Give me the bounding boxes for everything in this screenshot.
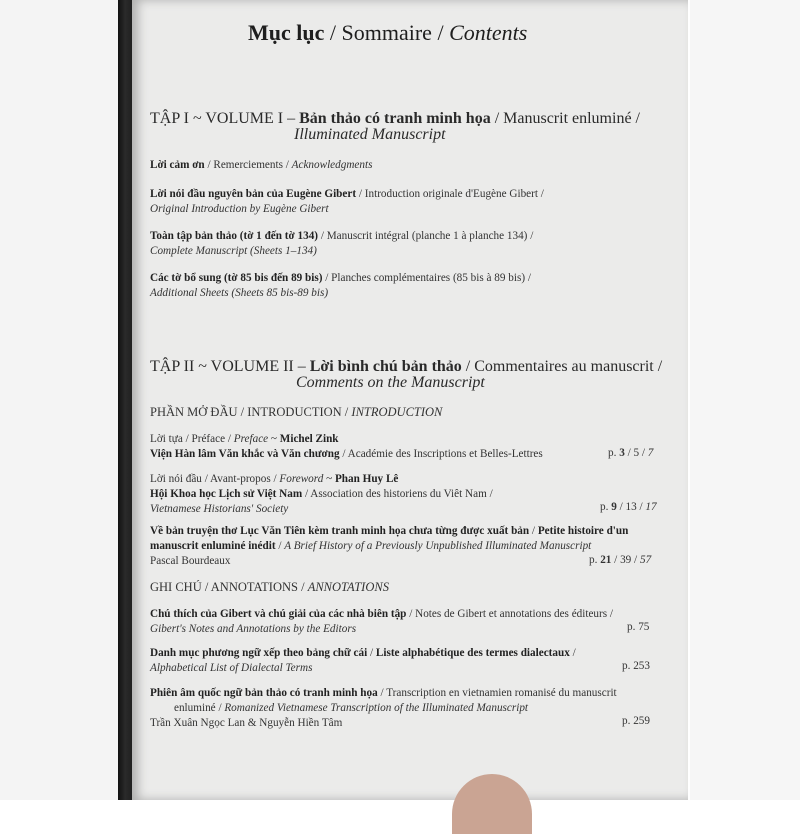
page-prefix: p.	[589, 554, 601, 566]
page-number-notes: p. 75	[627, 621, 650, 633]
entry-title-vn: Lời nói đầu	[150, 473, 202, 485]
page-en: 17	[645, 501, 657, 513]
entry-org-vn: Viện Hàn lâm Văn khắc và Văn chương	[150, 448, 340, 460]
entry-title-fr: Petite histoire d'un	[537, 525, 629, 537]
entry-separator: /	[529, 525, 538, 537]
entry-separator: ~	[323, 473, 335, 485]
toc-entry-transcription[interactable]	[150, 686, 617, 731]
entry-title-vn: Phiên âm quốc ngữ bản thảo có tranh minh họa	[150, 687, 378, 699]
entry-author: Michel Zink	[279, 433, 339, 445]
section-title-fr: / INTRODUCTION /	[237, 405, 352, 419]
background-left	[0, 0, 118, 800]
entry-title-en: Alphabetical List of Dialectal Terms	[150, 662, 313, 674]
entry-title-fr-cont: enluminé	[174, 702, 216, 714]
title-en: Contents	[449, 20, 528, 45]
entry-title-en: Complete Manuscript (Sheets 1–134)	[150, 245, 317, 257]
page-prefix: p.	[608, 447, 620, 459]
entry-title-vn: Lời nói đầu nguyên bản của Eugène Gibert	[150, 188, 357, 200]
toc-entry-acknowledgments[interactable]	[150, 158, 372, 173]
volume2-heading-line2	[296, 374, 485, 392]
entry-author: Pascal Bourdeaux	[150, 555, 231, 567]
page-vn: 21	[600, 554, 612, 566]
toc-entry-dialect[interactable]	[150, 646, 576, 676]
toc-entry-history[interactable]	[150, 524, 628, 569]
volume1-title-fr: / Manuscrit enluminé /	[490, 110, 640, 127]
entry-title-fr: / Planches complémentaires (85 bis à 89 bis) /	[322, 272, 531, 284]
entry-title-en: Foreword	[279, 473, 324, 485]
entry-author: Phan Huy Lê	[334, 473, 399, 485]
volume1-title-en: Illuminated Manuscript	[294, 126, 446, 143]
entry-title-fr-cont: manuscrit enluminé inédit	[150, 540, 276, 552]
section-title-vn: PHẦN MỞ ĐẦU	[150, 405, 238, 419]
page-title	[248, 20, 527, 46]
volume2-title-en: Comments on the Manuscript	[296, 374, 485, 391]
entry-org-fr: / Académie des Inscriptions et Belles-Lettres	[339, 448, 543, 460]
toc-entry-foreword[interactable]	[150, 472, 493, 517]
background-right	[690, 0, 800, 800]
section-title-vn: GHI CHÚ	[150, 580, 202, 594]
toc-entry-preface[interactable]	[150, 432, 543, 462]
volume1-heading-line2	[294, 126, 446, 144]
entry-title-vn: Lời cảm ơn	[150, 159, 205, 171]
entry-title-en: Gibert's Notes and Annotations by the Editors	[150, 623, 357, 635]
entry-title-fr: / Préface /	[182, 433, 234, 445]
entry-title-vn: Các tờ bổ sung (tờ 85 bis đến 89 bis)	[150, 272, 323, 284]
entry-separator: /	[569, 647, 576, 659]
entry-title-vn: Chú thích của Gibert và chú giải của các nhà biên tập	[150, 608, 407, 620]
entry-title-en: Original Introduction by Eugène Gibert	[150, 203, 329, 215]
section-title-en: INTRODUCTION	[351, 405, 443, 419]
entry-title-fr: / Manuscrit intégral (planche 1 à planche 134) /	[318, 230, 534, 242]
entry-title-fr: / Transcription en vietnamien romanisé du manuscrit	[377, 687, 617, 699]
page-prefix: p.	[600, 501, 612, 513]
volume1-title-vn: Bản thảo có tranh minh họa	[299, 110, 491, 127]
title-separator: /	[324, 20, 342, 45]
entry-org-vn: Hội Khoa học Lịch sử Việt Nam	[150, 488, 303, 500]
toc-entry-notes[interactable]	[150, 607, 613, 637]
entry-title-fr: / Remerciements /	[204, 159, 292, 171]
entry-org-fr: / Association des historiens du Viêt Nam /	[302, 488, 493, 500]
volume2-title-vn: Lời bình chú bản thảo	[309, 358, 462, 375]
entry-title-en: Additional Sheets (Sheets 85 bis-89 bis)	[150, 287, 329, 299]
entry-title-fr: / Avant-propos /	[201, 473, 280, 485]
entry-title-vn: Lời tựa	[150, 433, 183, 445]
entry-title-fr: / Notes de Gibert et annotations des éditeurs /	[406, 608, 614, 620]
entry-title-fr: / Introduction originale d'Eugène Gibert /	[356, 188, 544, 200]
title-separator: /	[431, 20, 450, 45]
entry-title-vn: Toàn tập bản thảo (tờ 1 đến tờ 134)	[150, 230, 319, 242]
page-fr: / 5 /	[624, 447, 648, 459]
entry-title-en: Romanized Vietnamese Transcription of the Illuminated Manuscript	[224, 702, 529, 714]
section-title-fr: / ANNOTATIONS /	[201, 580, 308, 594]
entry-title-en: Acknowledgments	[291, 159, 373, 171]
entry-title-fr: Liste alphabétique des termes dialectaux	[375, 647, 570, 659]
entry-title-vn: Danh mục phương ngữ xếp theo bảng chữ cái	[150, 647, 368, 659]
page-vn: 3	[619, 447, 625, 459]
toc-entry-complete-manuscript[interactable]	[150, 229, 533, 259]
section-heading-annotations	[150, 580, 389, 595]
page-number-foreword	[600, 501, 657, 513]
page-number-dialect: p. 253	[622, 660, 650, 672]
page-number-history	[589, 554, 651, 566]
volume2-title-fr: / Commentaires au manuscrit /	[461, 358, 663, 375]
entry-org-en: Vietnamese Historians' Society	[150, 503, 289, 515]
page-fr: / 13 /	[616, 501, 646, 513]
page-number-transcription: p. 259	[622, 715, 650, 727]
entry-title-vn: Về bản truyện thơ Lục Văn Tiên kèm tranh minh họa chưa từng được xuất bản	[150, 525, 530, 537]
page-en: 7	[647, 447, 654, 459]
page-en: 57	[639, 554, 652, 566]
entry-author: Trần Xuân Ngọc Lan & Nguyễn Hiền Tâm	[150, 717, 343, 729]
entry-title-en: A Brief History of a Previously Unpublished Illuminated Manuscript	[284, 540, 592, 552]
volume2-prefix: TẬP II ~ VOLUME II –	[150, 358, 310, 375]
title-fr: Sommaire	[341, 20, 432, 45]
entry-separator: /	[215, 702, 225, 714]
section-title-en: ANNOTATIONS	[307, 580, 389, 594]
page-vn: 9	[611, 501, 617, 513]
title-vn: Mục lục	[248, 20, 325, 45]
page-number-preface	[608, 447, 653, 459]
page-fr: / 39 /	[611, 554, 640, 566]
toc-entry-additional-sheets[interactable]	[150, 271, 531, 301]
entry-title-en: Preface	[233, 433, 269, 445]
entry-separator: ~	[268, 433, 280, 445]
entry-separator: /	[275, 540, 285, 552]
entry-separator: /	[367, 647, 376, 659]
section-heading-introduction	[150, 405, 442, 420]
toc-entry-original-introduction[interactable]	[150, 187, 544, 217]
volume1-prefix: TẬP I ~ VOLUME I –	[150, 110, 300, 127]
